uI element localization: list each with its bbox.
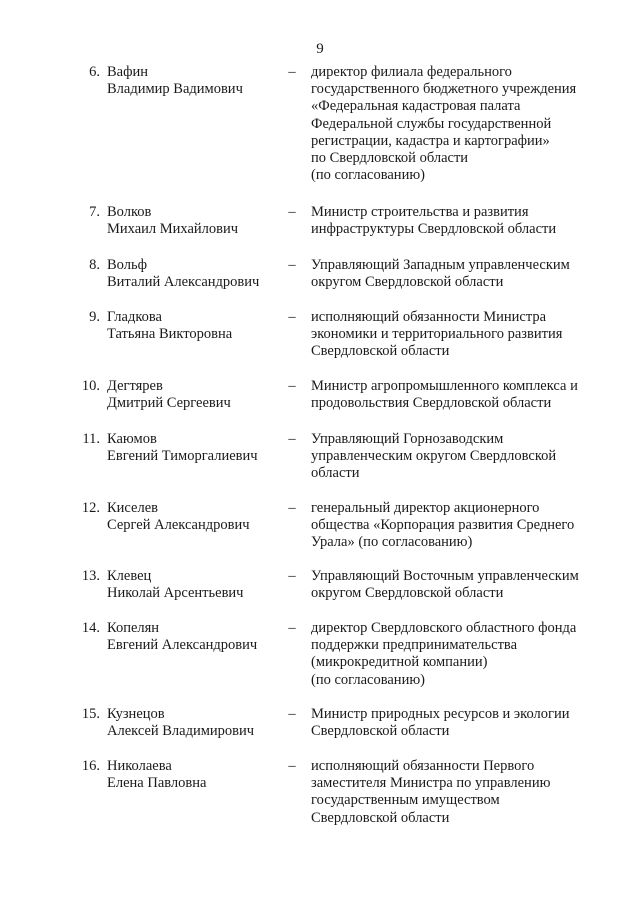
description-line: продовольствия Свердловской области — [311, 395, 552, 412]
description-line: директор филиала федерального — [311, 64, 512, 80]
surname: Вафин — [107, 64, 149, 80]
item-number: 15. — [81, 706, 100, 722]
description-line: поддержки предпринимательства — [311, 637, 518, 654]
position-description — [311, 758, 601, 827]
separator-dash: – — [288, 64, 296, 80]
separator-dash: – — [288, 431, 296, 447]
description-line: Федеральной службы государственной — [311, 115, 552, 132]
description-line: Министр агропромышленного комплекса и — [311, 378, 578, 394]
position-description — [311, 64, 601, 184]
given-names: Алексей Владимирович — [107, 723, 255, 740]
description-line: (микрокредитной компании) — [311, 654, 488, 671]
given-names: Виталий Александрович — [107, 274, 260, 291]
description-line: Министр строительства и развития — [311, 204, 529, 220]
surname: Николаева — [107, 758, 172, 774]
description-line: Свердловской области — [311, 809, 450, 826]
item-number: 9. — [89, 309, 100, 325]
separator-dash: – — [288, 378, 296, 394]
surname: Вольф — [107, 257, 147, 273]
description-line: управленческим округом Свердловской — [311, 448, 557, 465]
description-line: Управляющий Западным управленческим — [311, 257, 570, 273]
description-line: по Свердловской области — [311, 150, 469, 167]
item-number: 13. — [81, 568, 100, 584]
position-description — [311, 500, 601, 552]
person-name — [107, 758, 277, 792]
person-name — [107, 568, 277, 602]
given-names: Евгений Александрович — [107, 637, 258, 654]
given-names: Владимир Вадимович — [107, 81, 243, 98]
person-name — [107, 257, 277, 291]
separator-dash: – — [288, 620, 296, 636]
description-line: генеральный директор акционерного — [311, 500, 540, 516]
given-names: Сергей Александрович — [107, 517, 250, 534]
person-name — [107, 309, 277, 343]
description-line: Свердловской области — [311, 723, 450, 740]
separator-dash: – — [288, 257, 296, 273]
surname: Каюмов — [107, 431, 157, 447]
description-line: области — [311, 465, 360, 482]
surname: Гладкова — [107, 309, 162, 325]
item-number: 6. — [89, 64, 100, 80]
given-names: Татьяна Викторовна — [107, 326, 233, 343]
description-line: инфраструктуры Свердловской области — [311, 221, 557, 238]
description-line: (по согласованию) — [311, 167, 425, 184]
given-names: Михаил Михайлович — [107, 221, 239, 238]
description-line: исполняющий обязанности Министра — [311, 309, 547, 325]
description-line: (по согласованию) — [311, 671, 425, 688]
description-line: исполняющий обязанности Первого — [311, 758, 535, 774]
description-line: регистрации, кадастра и картографии» — [311, 132, 550, 149]
person-name — [107, 706, 277, 740]
position-description — [311, 257, 601, 291]
description-line: экономики и территориального развития — [311, 326, 563, 343]
item-number: 8. — [89, 257, 100, 273]
person-name — [107, 64, 277, 98]
given-names: Николай Арсентьевич — [107, 585, 244, 602]
position-description — [311, 620, 601, 689]
position-description — [311, 204, 601, 238]
surname: Клевец — [107, 568, 152, 584]
surname: Киселев — [107, 500, 158, 516]
separator-dash: – — [288, 568, 296, 584]
given-names: Дмитрий Сергеевич — [107, 395, 231, 412]
description-line: Управляющий Восточным управленческим — [311, 568, 579, 584]
description-line: округом Свердловской области — [311, 585, 504, 602]
description-line: округом Свердловской области — [311, 274, 504, 291]
person-name — [107, 204, 277, 238]
description-line: общества «Корпорация развития Среднего — [311, 517, 575, 534]
description-line: «Федеральная кадастровая палата — [311, 98, 521, 115]
item-number: 14. — [81, 620, 100, 636]
given-names: Евгений Тиморгалиевич — [107, 448, 258, 465]
separator-dash: – — [288, 204, 296, 220]
description-line: государственного бюджетного учреждения — [311, 81, 577, 98]
description-line: директор Свердловского областного фонда — [311, 620, 577, 636]
separator-dash: – — [288, 758, 296, 774]
page-number: 9 — [316, 41, 324, 57]
separator-dash: – — [288, 309, 296, 325]
item-number: 11. — [82, 431, 100, 447]
person-name — [107, 378, 277, 412]
position-description — [311, 378, 601, 412]
given-names: Елена Павловна — [107, 775, 207, 792]
description-line: Урала» (по согласованию) — [311, 534, 473, 551]
separator-dash: – — [288, 500, 296, 516]
description-line: государственным имуществом — [311, 792, 500, 809]
position-description — [311, 431, 601, 483]
surname: Волков — [107, 204, 152, 220]
description-line: Свердловской области — [311, 343, 450, 360]
person-name — [107, 500, 277, 534]
item-number: 12. — [81, 500, 100, 516]
person-name — [107, 431, 277, 465]
position-description — [311, 568, 601, 602]
item-number: 7. — [89, 204, 100, 220]
surname: Кузнецов — [107, 706, 165, 722]
person-name — [107, 620, 277, 654]
item-number: 16. — [81, 758, 100, 774]
description-line: Министр природных ресурсов и экологии — [311, 706, 570, 722]
item-number: 10. — [81, 378, 100, 394]
separator-dash: – — [288, 706, 296, 722]
description-line: заместителя Министра по управлению — [311, 775, 551, 792]
description-line: Управляющий Горнозаводским — [311, 431, 504, 447]
surname: Копелян — [107, 620, 160, 636]
position-description — [311, 706, 601, 740]
position-description — [311, 309, 601, 361]
surname: Дегтярев — [107, 378, 163, 394]
